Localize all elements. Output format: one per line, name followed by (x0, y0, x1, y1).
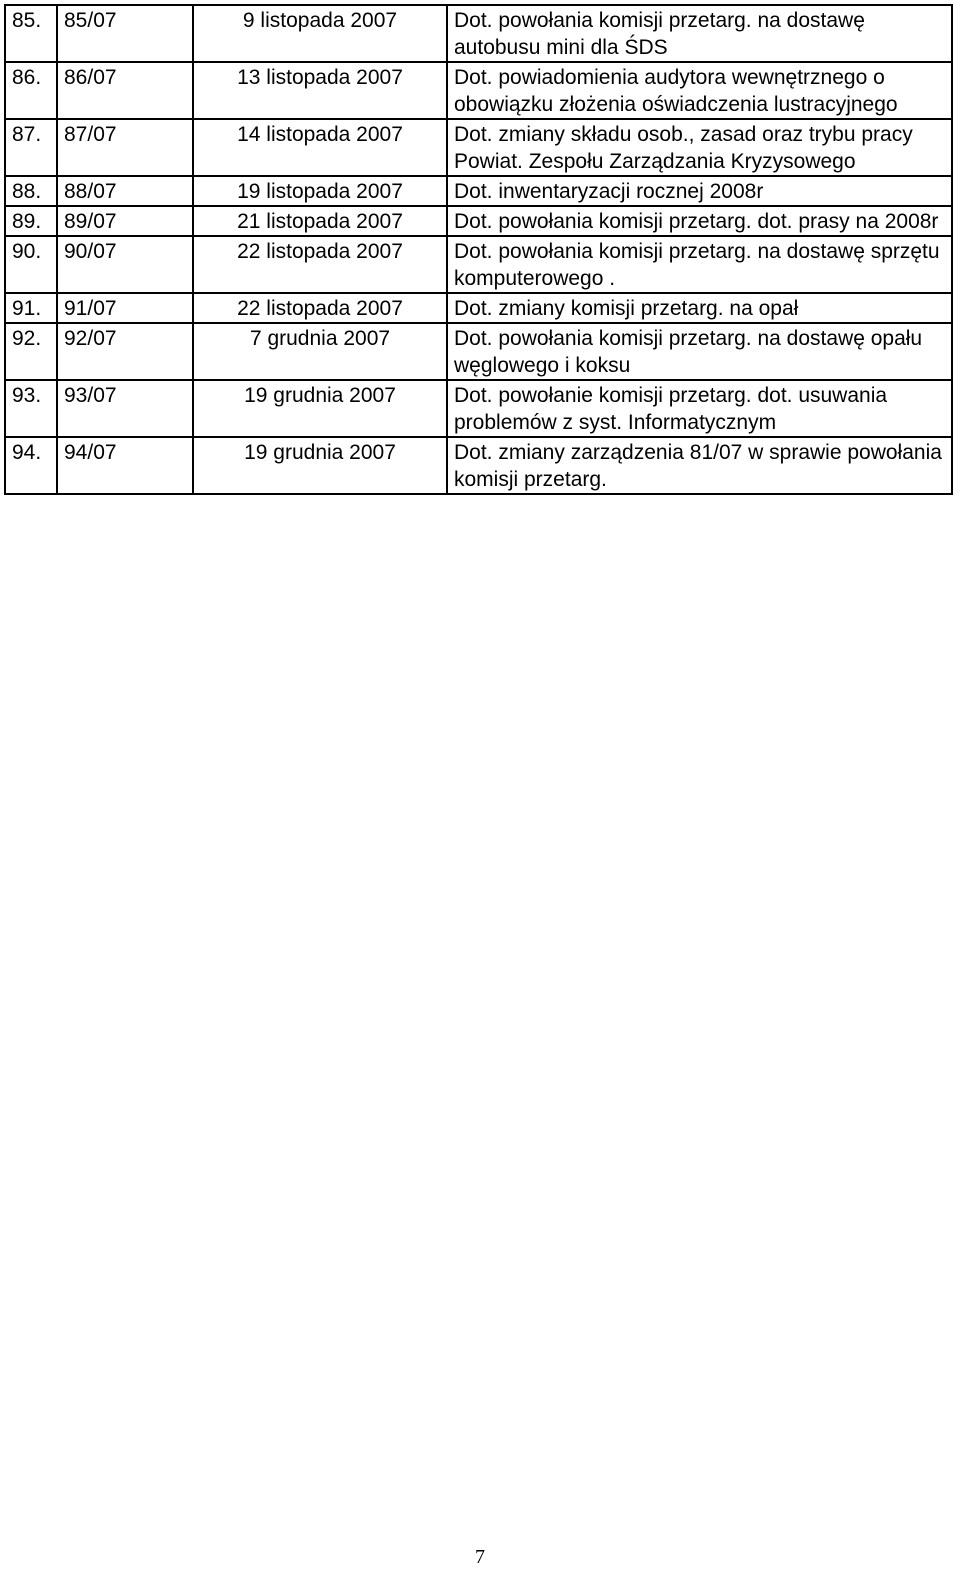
table-row (5, 323, 952, 380)
order-number-cell: 94/07 (57, 437, 193, 494)
order-number-cell: 90/07 (57, 236, 193, 293)
row-number-cell: 87. (5, 119, 57, 176)
description-cell: Dot. powiadomienia audytora wewnętrznego o obowiązku złożenia oświadczenia lustracyjnego (447, 62, 952, 119)
table-row (5, 119, 952, 176)
table-row (5, 176, 952, 206)
description-cell: Dot. powołania komisji przetarg. na dostawę autobusu mini dla ŚDS (447, 5, 952, 62)
table-row (5, 62, 952, 119)
page-number: 7 (475, 1546, 485, 1568)
order-number-cell: 93/07 (57, 380, 193, 437)
date-cell: 19 grudnia 2007 (193, 437, 447, 494)
description-cell: Dot. powołanie komisji przetarg. dot. usuwania problemów z syst. Informatycznym (447, 380, 952, 437)
date-cell: 19 grudnia 2007 (193, 380, 447, 437)
row-number-cell: 93. (5, 380, 57, 437)
row-number-cell: 91. (5, 293, 57, 323)
row-number-cell: 85. (5, 5, 57, 62)
description-cell: Dot. zmiany zarządzenia 81/07 w sprawie powołania komisji przetarg. (447, 437, 952, 494)
order-number-cell: 87/07 (57, 119, 193, 176)
table-row (5, 380, 952, 437)
description-cell: Dot. inwentaryzacji rocznej 2008r (447, 176, 952, 206)
date-cell: 21 listopada 2007 (193, 206, 447, 236)
date-cell: 7 grudnia 2007 (193, 323, 447, 380)
row-number-cell: 92. (5, 323, 57, 380)
table-row (5, 236, 952, 293)
register-table-body (5, 5, 952, 494)
description-cell: Dot. zmiany składu osob., zasad oraz trybu pracy Powiat. Zespołu Zarządzania Kryzysowego (447, 119, 952, 176)
date-cell: 9 listopada 2007 (193, 5, 447, 62)
order-number-cell: 85/07 (57, 5, 193, 62)
order-number-cell: 86/07 (57, 62, 193, 119)
order-number-cell: 91/07 (57, 293, 193, 323)
date-cell: 22 listopada 2007 (193, 236, 447, 293)
date-cell: 14 listopada 2007 (193, 119, 447, 176)
table-row (5, 5, 952, 62)
date-cell: 13 listopada 2007 (193, 62, 447, 119)
description-cell: Dot. powołania komisji przetarg. na dostawę opału węglowego i koksu (447, 323, 952, 380)
row-number-cell: 89. (5, 206, 57, 236)
table-row (5, 206, 952, 236)
description-cell: Dot. powołania komisji przetarg. na dostawę sprzętu komputerowego . (447, 236, 952, 293)
order-number-cell: 92/07 (57, 323, 193, 380)
date-cell: 19 listopada 2007 (193, 176, 447, 206)
row-number-cell: 94. (5, 437, 57, 494)
row-number-cell: 90. (5, 236, 57, 293)
date-cell: 22 listopada 2007 (193, 293, 447, 323)
row-number-cell: 88. (5, 176, 57, 206)
register-table (4, 4, 953, 495)
order-number-cell: 88/07 (57, 176, 193, 206)
row-number-cell: 86. (5, 62, 57, 119)
description-cell: Dot. powołania komisji przetarg. dot. prasy na 2008r (447, 206, 952, 236)
description-cell: Dot. zmiany komisji przetarg. na opał (447, 293, 952, 323)
table-row (5, 293, 952, 323)
order-number-cell: 89/07 (57, 206, 193, 236)
table-row (5, 437, 952, 494)
